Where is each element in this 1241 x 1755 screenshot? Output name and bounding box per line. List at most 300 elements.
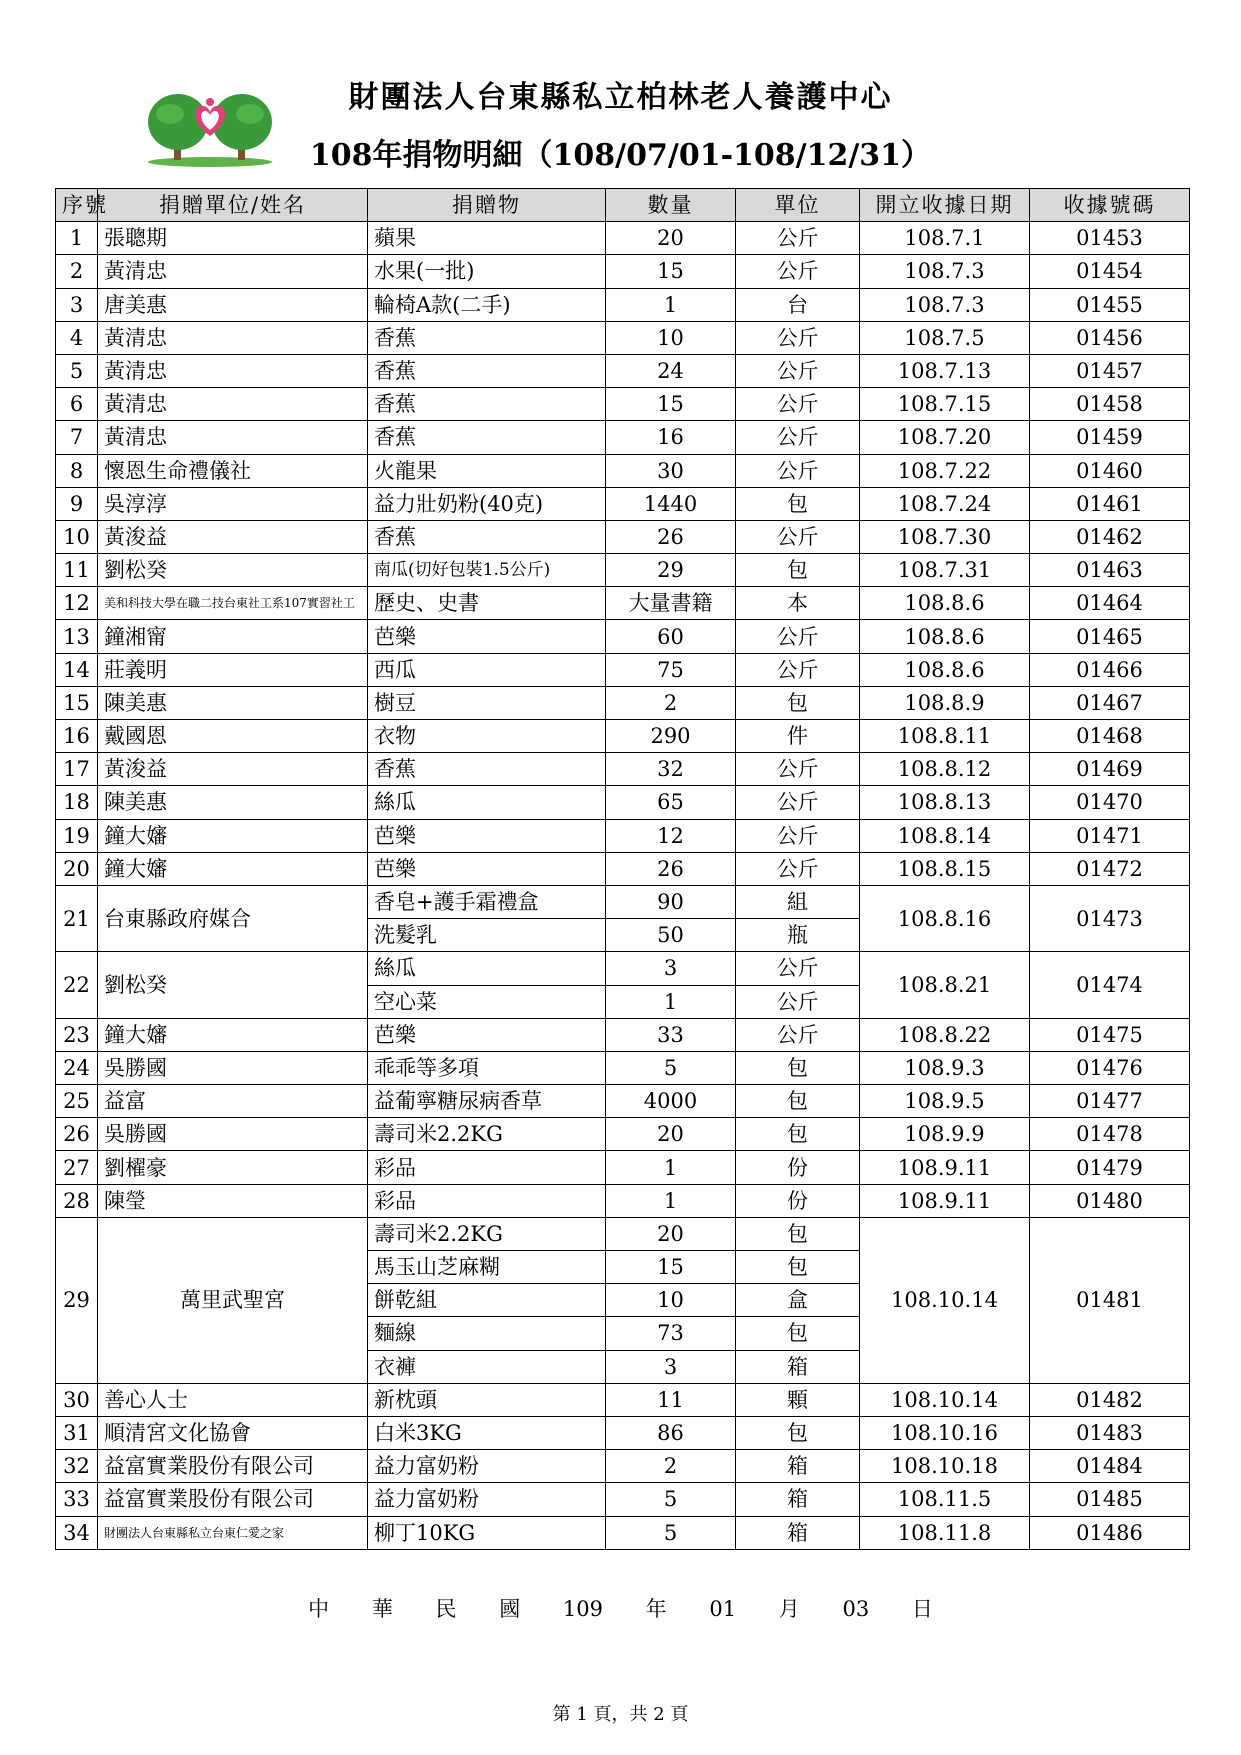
quantity: 11 bbox=[606, 1383, 736, 1416]
date-part: 中 bbox=[308, 1597, 330, 1621]
quantity: 大量書籍 bbox=[606, 587, 736, 620]
table-row bbox=[56, 952, 1190, 985]
quantity: 4000 bbox=[606, 1085, 736, 1118]
unit: 公斤 bbox=[736, 321, 860, 354]
row-number: 34 bbox=[56, 1516, 98, 1549]
unit: 包 bbox=[736, 1217, 860, 1250]
donated-item: 益力富奶粉 bbox=[368, 1483, 606, 1516]
quantity: 26 bbox=[606, 520, 736, 553]
receipt-date: 108.8.13 bbox=[860, 786, 1030, 819]
donated-item: 白米3KG bbox=[368, 1416, 606, 1449]
quantity: 65 bbox=[606, 786, 736, 819]
table-row bbox=[56, 620, 1190, 653]
quantity: 1 bbox=[606, 288, 736, 321]
receipt-date: 108.11.8 bbox=[860, 1516, 1030, 1549]
table-row bbox=[56, 288, 1190, 321]
receipt-number: 01464 bbox=[1030, 587, 1190, 620]
receipt-date: 108.9.3 bbox=[860, 1051, 1030, 1084]
row-number: 23 bbox=[56, 1018, 98, 1051]
date-part: 國 bbox=[499, 1597, 521, 1621]
row-number: 26 bbox=[56, 1118, 98, 1151]
unit: 公斤 bbox=[736, 354, 860, 387]
donated-item: 壽司米2.2KG bbox=[368, 1118, 606, 1151]
table-row bbox=[56, 1018, 1190, 1051]
row-number: 28 bbox=[56, 1184, 98, 1217]
donor-name: 萬里武聖宮 bbox=[98, 1217, 368, 1383]
donor-name: 戴國恩 bbox=[98, 720, 368, 753]
table-row bbox=[56, 1184, 1190, 1217]
donated-item: 南瓜(切好包裝1.5公斤) bbox=[368, 554, 606, 587]
unit: 公斤 bbox=[736, 653, 860, 686]
quantity: 86 bbox=[606, 1416, 736, 1449]
donor-name: 益富實業股份有限公司 bbox=[98, 1483, 368, 1516]
unit: 公斤 bbox=[736, 520, 860, 553]
donated-item: 香蕉 bbox=[368, 321, 606, 354]
receipt-number: 01475 bbox=[1030, 1018, 1190, 1051]
donor-name: 黃清忠 bbox=[98, 255, 368, 288]
quantity: 24 bbox=[606, 354, 736, 387]
col-header-donor: 捐贈單位/姓名 bbox=[98, 189, 368, 222]
table-row bbox=[56, 1118, 1190, 1151]
receipt-number: 01472 bbox=[1030, 852, 1190, 885]
donor-name: 吳淳淳 bbox=[98, 487, 368, 520]
donated-item: 壽司米2.2KG bbox=[368, 1217, 606, 1250]
donated-item: 香蕉 bbox=[368, 388, 606, 421]
receipt-date: 108.8.22 bbox=[860, 1018, 1030, 1051]
row-number: 27 bbox=[56, 1151, 98, 1184]
date-part: 01 bbox=[709, 1597, 737, 1621]
quantity: 5 bbox=[606, 1051, 736, 1084]
unit: 箱 bbox=[736, 1483, 860, 1516]
quantity: 20 bbox=[606, 1118, 736, 1151]
row-number: 1 bbox=[56, 222, 98, 255]
row-number: 33 bbox=[56, 1483, 98, 1516]
quantity: 15 bbox=[606, 255, 736, 288]
receipt-date: 108.10.14 bbox=[860, 1383, 1030, 1416]
receipt-number: 01481 bbox=[1030, 1217, 1190, 1383]
table-header-row bbox=[56, 189, 1190, 222]
table-row bbox=[56, 1051, 1190, 1084]
unit: 台 bbox=[736, 288, 860, 321]
unit: 公斤 bbox=[736, 852, 860, 885]
row-number: 8 bbox=[56, 454, 98, 487]
donor-name: 陳瑩 bbox=[98, 1184, 368, 1217]
donor-name: 鐘大嬸 bbox=[98, 819, 368, 852]
row-number: 7 bbox=[56, 421, 98, 454]
unit: 包 bbox=[736, 1317, 860, 1350]
quantity: 73 bbox=[606, 1317, 736, 1350]
table-row bbox=[56, 885, 1190, 918]
table-row bbox=[56, 421, 1190, 454]
row-number: 17 bbox=[56, 753, 98, 786]
donated-item: 歷史、史書 bbox=[368, 587, 606, 620]
receipt-number: 01470 bbox=[1030, 786, 1190, 819]
receipt-date: 108.9.5 bbox=[860, 1085, 1030, 1118]
table-row bbox=[56, 520, 1190, 553]
donated-item: 洗髮乳 bbox=[368, 919, 606, 952]
donated-item: 水果(一批) bbox=[368, 255, 606, 288]
receipt-number: 01483 bbox=[1030, 1416, 1190, 1449]
donated-item: 芭樂 bbox=[368, 852, 606, 885]
table-row bbox=[56, 819, 1190, 852]
donor-name: 黃浚益 bbox=[98, 753, 368, 786]
donor-name: 順清宮文化協會 bbox=[98, 1416, 368, 1449]
quantity: 2 bbox=[606, 1450, 736, 1483]
receipt-number: 01479 bbox=[1030, 1151, 1190, 1184]
receipt-number: 01484 bbox=[1030, 1450, 1190, 1483]
unit: 公斤 bbox=[736, 620, 860, 653]
row-number: 32 bbox=[56, 1450, 98, 1483]
donated-item: 香蕉 bbox=[368, 520, 606, 553]
quantity: 32 bbox=[606, 753, 736, 786]
receipt-date: 108.7.5 bbox=[860, 321, 1030, 354]
unit: 包 bbox=[736, 1051, 860, 1084]
table-row bbox=[56, 255, 1190, 288]
donor-name: 美和科技大學在職二技台東社工系107實習社工 bbox=[98, 587, 368, 620]
receipt-number: 01469 bbox=[1030, 753, 1190, 786]
receipt-date: 108.8.15 bbox=[860, 852, 1030, 885]
receipt-number: 01458 bbox=[1030, 388, 1190, 421]
quantity: 10 bbox=[606, 1284, 736, 1317]
donor-name: 鐘大嬸 bbox=[98, 1018, 368, 1051]
donated-item: 芭樂 bbox=[368, 1018, 606, 1051]
receipt-number: 01471 bbox=[1030, 819, 1190, 852]
donation-table bbox=[55, 188, 1190, 1550]
donor-name: 黃清忠 bbox=[98, 354, 368, 387]
receipt-number: 01478 bbox=[1030, 1118, 1190, 1151]
unit: 份 bbox=[736, 1151, 860, 1184]
date-part: 華 bbox=[371, 1597, 393, 1621]
donated-item: 芭樂 bbox=[368, 819, 606, 852]
donated-item: 乖乖等多項 bbox=[368, 1051, 606, 1084]
row-number: 6 bbox=[56, 388, 98, 421]
receipt-number: 01460 bbox=[1030, 454, 1190, 487]
receipt-number: 01482 bbox=[1030, 1383, 1190, 1416]
unit: 包 bbox=[736, 1118, 860, 1151]
unit: 組 bbox=[736, 885, 860, 918]
unit: 公斤 bbox=[736, 1018, 860, 1051]
receipt-date: 108.9.11 bbox=[860, 1184, 1030, 1217]
row-number: 29 bbox=[56, 1217, 98, 1383]
date-part: 日 bbox=[911, 1597, 933, 1621]
donor-name: 黃清忠 bbox=[98, 421, 368, 454]
donated-item: 香皂+護手霜禮盒 bbox=[368, 885, 606, 918]
row-number: 3 bbox=[56, 288, 98, 321]
unit: 包 bbox=[736, 487, 860, 520]
donated-item: 馬玉山芝麻糊 bbox=[368, 1251, 606, 1284]
row-number: 24 bbox=[56, 1051, 98, 1084]
row-number: 22 bbox=[56, 952, 98, 1018]
quantity: 60 bbox=[606, 620, 736, 653]
receipt-date: 108.10.16 bbox=[860, 1416, 1030, 1449]
quantity: 15 bbox=[606, 1251, 736, 1284]
donor-name: 劉松癸 bbox=[98, 554, 368, 587]
unit: 包 bbox=[736, 1251, 860, 1284]
receipt-number: 01466 bbox=[1030, 653, 1190, 686]
quantity: 10 bbox=[606, 321, 736, 354]
receipt-date: 108.7.3 bbox=[860, 288, 1030, 321]
col-header-qty: 數量 bbox=[606, 189, 736, 222]
receipt-date: 108.10.14 bbox=[860, 1217, 1030, 1383]
table-row bbox=[56, 720, 1190, 753]
donor-name: 莊義明 bbox=[98, 653, 368, 686]
donated-item: 香蕉 bbox=[368, 753, 606, 786]
donated-item: 空心菜 bbox=[368, 985, 606, 1018]
donor-name: 劉松癸 bbox=[98, 952, 368, 1018]
donated-item: 彩品 bbox=[368, 1184, 606, 1217]
donated-item: 樹豆 bbox=[368, 686, 606, 719]
row-number: 15 bbox=[56, 686, 98, 719]
receipt-number: 01476 bbox=[1030, 1051, 1190, 1084]
quantity: 16 bbox=[606, 421, 736, 454]
receipt-number: 01457 bbox=[1030, 354, 1190, 387]
table-row bbox=[56, 653, 1190, 686]
table-row bbox=[56, 1416, 1190, 1449]
receipt-date: 108.7.22 bbox=[860, 454, 1030, 487]
unit: 包 bbox=[736, 554, 860, 587]
receipt-number: 01486 bbox=[1030, 1516, 1190, 1549]
receipt-date: 108.8.11 bbox=[860, 720, 1030, 753]
row-number: 14 bbox=[56, 653, 98, 686]
table-row bbox=[56, 321, 1190, 354]
receipt-date: 108.7.13 bbox=[860, 354, 1030, 387]
receipt-number: 01456 bbox=[1030, 321, 1190, 354]
table-row bbox=[56, 1085, 1190, 1118]
receipt-number: 01463 bbox=[1030, 554, 1190, 587]
receipt-number: 01477 bbox=[1030, 1085, 1190, 1118]
quantity: 75 bbox=[606, 653, 736, 686]
quantity: 5 bbox=[606, 1483, 736, 1516]
unit: 包 bbox=[736, 1085, 860, 1118]
donor-name: 黃清忠 bbox=[98, 388, 368, 421]
quantity: 3 bbox=[606, 1350, 736, 1383]
receipt-date: 108.7.31 bbox=[860, 554, 1030, 587]
receipt-date: 108.7.3 bbox=[860, 255, 1030, 288]
unit: 盒 bbox=[736, 1284, 860, 1317]
receipt-number: 01459 bbox=[1030, 421, 1190, 454]
date-part: 月 bbox=[778, 1597, 800, 1621]
unit: 公斤 bbox=[736, 786, 860, 819]
donated-item: 芭樂 bbox=[368, 620, 606, 653]
receipt-number: 01453 bbox=[1030, 222, 1190, 255]
row-number: 13 bbox=[56, 620, 98, 653]
unit: 顆 bbox=[736, 1383, 860, 1416]
unit: 公斤 bbox=[736, 819, 860, 852]
donated-item: 益力富奶粉 bbox=[368, 1450, 606, 1483]
receipt-number: 01462 bbox=[1030, 520, 1190, 553]
row-number: 9 bbox=[56, 487, 98, 520]
donor-name: 鐘大嬸 bbox=[98, 852, 368, 885]
unit: 公斤 bbox=[736, 985, 860, 1018]
receipt-number: 01461 bbox=[1030, 487, 1190, 520]
table-row bbox=[56, 852, 1190, 885]
row-number: 31 bbox=[56, 1416, 98, 1449]
quantity: 50 bbox=[606, 919, 736, 952]
donor-name: 懷恩生命禮儀社 bbox=[98, 454, 368, 487]
table-row bbox=[56, 1483, 1190, 1516]
table-row bbox=[56, 587, 1190, 620]
quantity: 1 bbox=[606, 1184, 736, 1217]
donated-item: 益力壯奶粉(40克) bbox=[368, 487, 606, 520]
donated-item: 衣物 bbox=[368, 720, 606, 753]
unit: 公斤 bbox=[736, 753, 860, 786]
col-header-unit: 單位 bbox=[736, 189, 860, 222]
donated-item: 香蕉 bbox=[368, 354, 606, 387]
receipt-number: 01468 bbox=[1030, 720, 1190, 753]
row-number: 30 bbox=[56, 1383, 98, 1416]
donated-item: 衣褲 bbox=[368, 1350, 606, 1383]
quantity: 290 bbox=[606, 720, 736, 753]
receipt-number: 01467 bbox=[1030, 686, 1190, 719]
donated-item: 彩品 bbox=[368, 1151, 606, 1184]
receipt-date: 108.8.6 bbox=[860, 620, 1030, 653]
col-header-no: 序號 bbox=[56, 189, 98, 222]
unit: 公斤 bbox=[736, 255, 860, 288]
quantity: 29 bbox=[606, 554, 736, 587]
donated-item: 麵線 bbox=[368, 1317, 606, 1350]
receipt-number: 01485 bbox=[1030, 1483, 1190, 1516]
table-row bbox=[56, 1383, 1190, 1416]
date-part: 民 bbox=[435, 1597, 457, 1621]
receipt-date: 108.7.20 bbox=[860, 421, 1030, 454]
table-row bbox=[56, 753, 1190, 786]
donor-name: 陳美惠 bbox=[98, 686, 368, 719]
receipt-date: 108.7.30 bbox=[860, 520, 1030, 553]
receipt-number: 01480 bbox=[1030, 1184, 1190, 1217]
donor-name: 鐘湘甯 bbox=[98, 620, 368, 653]
document-title: 108年捐物明細（108/07/01-108/12/31） bbox=[309, 138, 932, 173]
receipt-number: 01455 bbox=[1030, 288, 1190, 321]
donor-name: 吳勝國 bbox=[98, 1051, 368, 1084]
unit: 箱 bbox=[736, 1450, 860, 1483]
unit: 公斤 bbox=[736, 388, 860, 421]
unit: 件 bbox=[736, 720, 860, 753]
donor-name: 黃浚益 bbox=[98, 520, 368, 553]
receipt-date: 108.10.18 bbox=[860, 1450, 1030, 1483]
receipt-date: 108.7.15 bbox=[860, 388, 1030, 421]
table-row bbox=[56, 1217, 1190, 1250]
quantity: 2 bbox=[606, 686, 736, 719]
table-row bbox=[56, 1450, 1190, 1483]
receipt-date: 108.8.6 bbox=[860, 653, 1030, 686]
unit: 箱 bbox=[736, 1350, 860, 1383]
quantity: 1 bbox=[606, 1151, 736, 1184]
receipt-number: 01473 bbox=[1030, 885, 1190, 951]
donated-item: 西瓜 bbox=[368, 653, 606, 686]
donor-name: 善心人士 bbox=[98, 1383, 368, 1416]
row-number: 21 bbox=[56, 885, 98, 951]
unit: 瓶 bbox=[736, 919, 860, 952]
donated-item: 絲瓜 bbox=[368, 786, 606, 819]
donated-item: 香蕉 bbox=[368, 421, 606, 454]
receipt-date: 108.8.16 bbox=[860, 885, 1030, 951]
donated-item: 蘋果 bbox=[368, 222, 606, 255]
table-body bbox=[56, 222, 1190, 1550]
row-number: 12 bbox=[56, 587, 98, 620]
unit: 箱 bbox=[736, 1516, 860, 1549]
table-row bbox=[56, 554, 1190, 587]
date-part: 03 bbox=[842, 1597, 870, 1621]
row-number: 18 bbox=[56, 786, 98, 819]
unit: 份 bbox=[736, 1184, 860, 1217]
row-number: 11 bbox=[56, 554, 98, 587]
donor-name: 益富實業股份有限公司 bbox=[98, 1450, 368, 1483]
row-number: 2 bbox=[56, 255, 98, 288]
row-number: 20 bbox=[56, 852, 98, 885]
quantity: 26 bbox=[606, 852, 736, 885]
donor-name: 陳美惠 bbox=[98, 786, 368, 819]
row-number: 10 bbox=[56, 520, 98, 553]
table-row bbox=[56, 686, 1190, 719]
quantity: 33 bbox=[606, 1018, 736, 1051]
row-number: 5 bbox=[56, 354, 98, 387]
receipt-date: 108.7.1 bbox=[860, 222, 1030, 255]
unit: 公斤 bbox=[736, 222, 860, 255]
donor-name: 張聰期 bbox=[98, 222, 368, 255]
row-number: 4 bbox=[56, 321, 98, 354]
quantity: 20 bbox=[606, 222, 736, 255]
receipt-date: 108.8.6 bbox=[860, 587, 1030, 620]
row-number: 25 bbox=[56, 1085, 98, 1118]
donated-item: 火龍果 bbox=[368, 454, 606, 487]
row-number: 19 bbox=[56, 819, 98, 852]
donated-item: 新枕頭 bbox=[368, 1383, 606, 1416]
unit: 包 bbox=[736, 686, 860, 719]
donor-name: 財團法人台東縣私立台東仁愛之家 bbox=[98, 1516, 368, 1549]
receipt-number: 01454 bbox=[1030, 255, 1190, 288]
donated-item: 餅乾組 bbox=[368, 1284, 606, 1317]
donated-item: 絲瓜 bbox=[368, 952, 606, 985]
table-row bbox=[56, 786, 1190, 819]
quantity: 5 bbox=[606, 1516, 736, 1549]
donated-item: 輪椅A款(二手) bbox=[368, 288, 606, 321]
unit: 公斤 bbox=[736, 952, 860, 985]
receipt-date: 108.8.21 bbox=[860, 952, 1030, 1018]
unit: 公斤 bbox=[736, 421, 860, 454]
donor-name: 益富 bbox=[98, 1085, 368, 1118]
row-number: 16 bbox=[56, 720, 98, 753]
table-row bbox=[56, 1516, 1190, 1549]
quantity: 90 bbox=[606, 885, 736, 918]
receipt-date: 108.9.11 bbox=[860, 1151, 1030, 1184]
receipt-date: 108.11.5 bbox=[860, 1483, 1030, 1516]
quantity: 1440 bbox=[606, 487, 736, 520]
quantity: 1 bbox=[606, 985, 736, 1018]
table-row bbox=[56, 354, 1190, 387]
donor-name: 黃清忠 bbox=[98, 321, 368, 354]
receipt-date: 108.8.9 bbox=[860, 686, 1030, 719]
quantity: 12 bbox=[606, 819, 736, 852]
quantity: 3 bbox=[606, 952, 736, 985]
col-header-receipt: 收據號碼 bbox=[1030, 189, 1190, 222]
receipt-number: 01465 bbox=[1030, 620, 1190, 653]
unit: 本 bbox=[736, 587, 860, 620]
receipt-date: 108.9.9 bbox=[860, 1118, 1030, 1151]
table-row bbox=[56, 388, 1190, 421]
donor-name: 唐美惠 bbox=[98, 288, 368, 321]
receipt-date: 108.8.14 bbox=[860, 819, 1030, 852]
quantity: 15 bbox=[606, 388, 736, 421]
quantity: 30 bbox=[606, 454, 736, 487]
table-row bbox=[56, 222, 1190, 255]
table-row bbox=[56, 454, 1190, 487]
date-part: 年 bbox=[645, 1597, 667, 1621]
donor-name: 吳勝國 bbox=[98, 1118, 368, 1151]
table-row bbox=[56, 1151, 1190, 1184]
receipt-number: 01474 bbox=[1030, 952, 1190, 1018]
org-name: 財團法人台東縣私立柏林老人養護中心 bbox=[348, 80, 893, 115]
quantity: 20 bbox=[606, 1217, 736, 1250]
